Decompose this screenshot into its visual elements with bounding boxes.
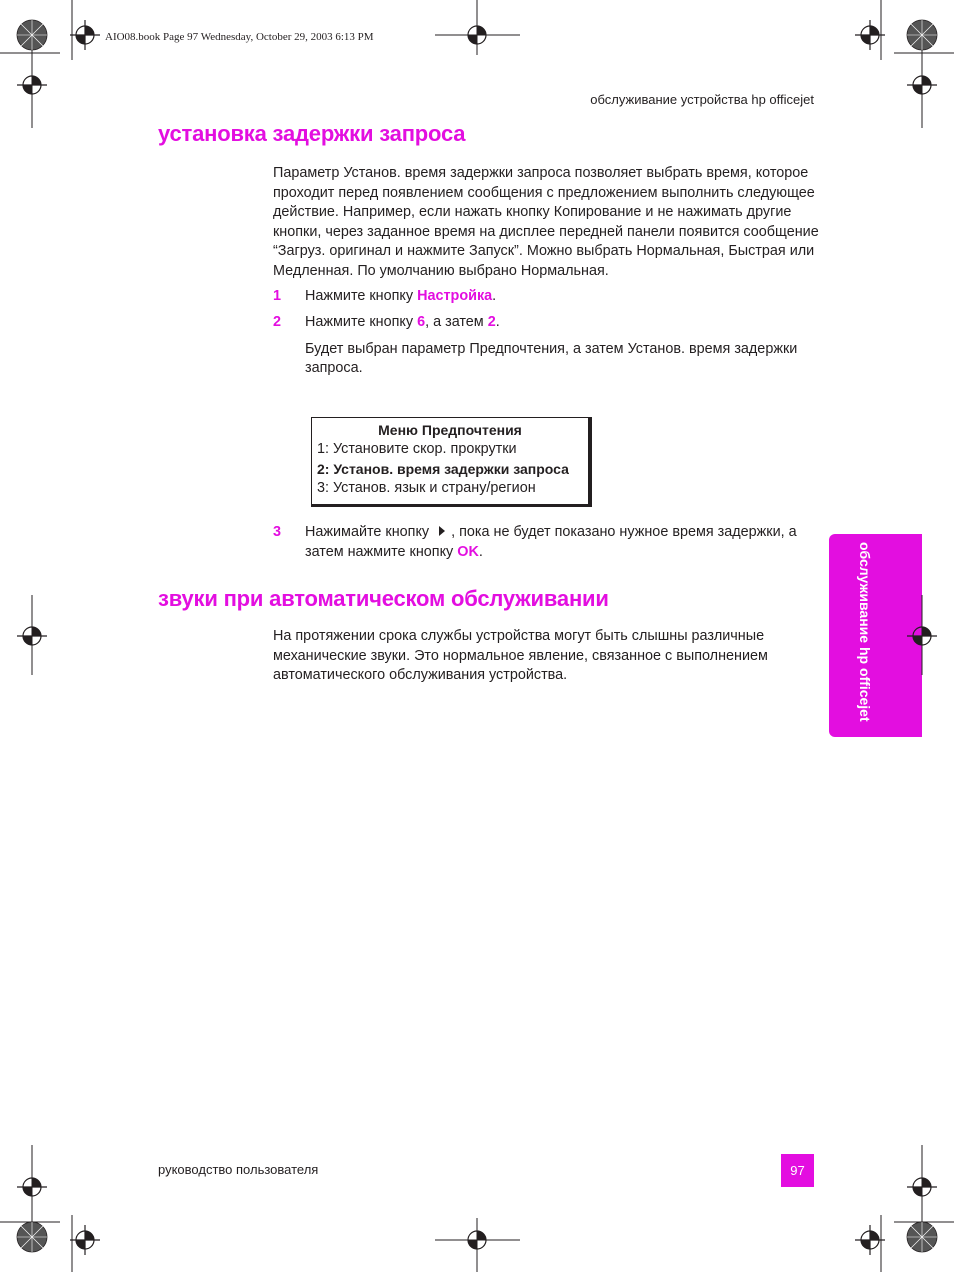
- step-text: Нажмите кнопку: [305, 314, 418, 330]
- footer-title: руководство пользователя: [158, 1162, 319, 1177]
- key-name: 6: [417, 314, 426, 330]
- step-text: .: [495, 314, 500, 330]
- step-number: 2: [273, 314, 282, 330]
- step-note: Будет выбран параметр Предпочтения, а затем Установ. время задержки запроса.: [305, 340, 798, 376]
- step-text: .: [478, 543, 483, 560]
- key-name: Настройка: [417, 288, 493, 304]
- section-title-sounds: звуки при автоматическом обслуживании: [158, 586, 609, 611]
- step-text: , а затем: [425, 314, 488, 330]
- step-number: 1: [273, 288, 282, 304]
- running-header: обслуживание устройства hp officejet: [590, 92, 814, 107]
- section1-paragraph-text: Параметр Установ. время задержки запроса позволяет выбрать время, которое проходит перед появлением сообщения с предложением выполнить следующее действие. Например, если нажать кнопку Копирование и не нажимать другие кнопки, через заданное время на дисплее передней панели появится сообщение “Загруз. оригинал и нажмите Запуск”. Можно выбрать Нормальная, Быстрая или Медленная. По умолчанию выбрано Нормальная.: [273, 165, 819, 279]
- step-number: 3: [273, 524, 282, 540]
- step-text: Нажмите кнопку: [305, 288, 418, 304]
- print-slug: AIO08.book Page 97 Wednesday, October 29, 2003 6:13 PM: [105, 31, 374, 43]
- step-text: .: [492, 288, 497, 304]
- menu-title: Меню Предпочтения: [378, 422, 522, 438]
- page-number: 97: [781, 1154, 814, 1187]
- menu-item-selected: 2: Установ. время задержки запроса: [317, 460, 569, 477]
- section-title-delay: установка задержки запроса: [158, 121, 466, 146]
- step-text: , пока не будет показано нужное время задержки, а затем нажмите кнопку: [305, 524, 797, 560]
- menu-item: 3: Установ. язык и страну/регион: [317, 480, 536, 496]
- menu-item: 1: Установите скор. прокрутки: [317, 441, 517, 457]
- key-name: 2: [487, 314, 496, 330]
- side-tab-label: обслуживание hp officejet: [857, 542, 873, 722]
- step-text: Нажимайте кнопку: [305, 524, 434, 540]
- key-name: OK: [457, 543, 479, 560]
- section2-paragraph-text: На протяжении срока службы устройства могут быть слышны различные механические звуки. Это нормальное явление, связанное с выполнением автоматического обслуживания устройства.: [273, 628, 768, 683]
